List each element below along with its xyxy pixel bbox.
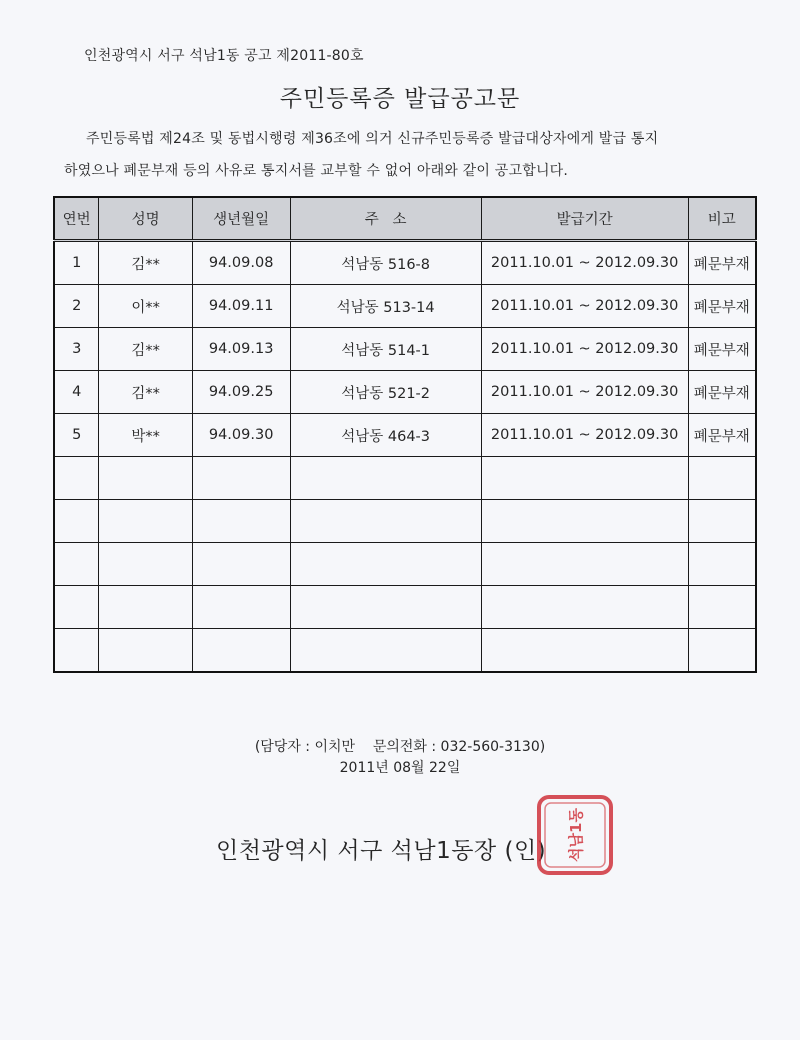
cell-serial: 4 — [54, 371, 99, 414]
header-serial: 연번 — [54, 197, 99, 241]
cell-name: 이** — [99, 285, 192, 328]
table-body — [54, 241, 756, 673]
cell-remarks — [688, 457, 756, 500]
notice-number: 인천광역시 서구 석남1동 공고 제2011-80호 — [84, 48, 364, 64]
cell-issue-period — [481, 586, 688, 629]
table-row — [54, 457, 756, 500]
contact-line: (담당자 : 이치만 문의전화 : 032-560-3130) — [254, 739, 546, 755]
cell-remarks: 폐문부재 — [688, 371, 756, 414]
cell-serial: 1 — [54, 241, 99, 285]
cell-serial — [54, 629, 99, 673]
cell-address: 석남동 513-14 — [290, 285, 481, 328]
issue-date: 2011년 08월 22일 — [339, 760, 461, 776]
cell-serial — [54, 543, 99, 586]
table-row — [54, 285, 756, 328]
intro-line-1: 주민등록법 제24조 및 동법시행령 제36조에 의거 신규주민등록증 발급대상자에게 발급 통지 — [86, 131, 659, 147]
table-row — [54, 414, 756, 457]
header-name: 성명 — [99, 197, 192, 241]
cell-serial: 2 — [54, 285, 99, 328]
cell-issue-period: 2011.10.01 ~ 2012.09.30 — [481, 241, 688, 285]
seal-text: 석남1동 — [567, 808, 585, 862]
cell-issue-period — [481, 543, 688, 586]
cell-remarks: 폐문부재 — [688, 285, 756, 328]
table-row — [54, 586, 756, 629]
table-header-row — [54, 197, 756, 241]
cell-remarks — [688, 500, 756, 543]
header-address: 주 소 — [290, 197, 481, 241]
table-row — [54, 629, 756, 673]
cell-issue-period: 2011.10.01 ~ 2012.09.30 — [481, 285, 688, 328]
cell-address: 석남동 516-8 — [290, 241, 481, 285]
cell-serial: 3 — [54, 328, 99, 371]
cell-remarks: 폐문부재 — [688, 241, 756, 285]
header-remarks: 비고 — [688, 197, 756, 241]
cell-address: 석남동 514-1 — [290, 328, 481, 371]
cell-address — [290, 500, 481, 543]
official-seal — [536, 794, 614, 876]
cell-issue-period — [481, 629, 688, 673]
cell-birthdate — [192, 500, 290, 543]
cell-name: 박** — [99, 414, 192, 457]
cell-birthdate: 94.09.30 — [192, 414, 290, 457]
seal-mark: (인) — [504, 838, 547, 864]
issuer-line — [216, 832, 546, 865]
cell-issue-period — [481, 457, 688, 500]
cell-serial — [54, 586, 99, 629]
table-row — [54, 500, 756, 543]
header-birthdate: 생년월일 — [192, 197, 290, 241]
cell-birthdate: 94.09.25 — [192, 371, 290, 414]
cell-name — [99, 500, 192, 543]
cell-address — [290, 543, 481, 586]
cell-address — [290, 457, 481, 500]
cell-birthdate — [192, 586, 290, 629]
cell-name: 김** — [99, 328, 192, 371]
cell-birthdate: 94.09.11 — [192, 285, 290, 328]
table-row — [54, 543, 756, 586]
cell-issue-period: 2011.10.01 ~ 2012.09.30 — [481, 414, 688, 457]
cell-birthdate: 94.09.08 — [192, 241, 290, 285]
cell-remarks: 폐문부재 — [688, 414, 756, 457]
cell-issue-period — [481, 500, 688, 543]
cell-address: 석남동 521-2 — [290, 371, 481, 414]
cell-birthdate — [192, 457, 290, 500]
header-issue-period: 발급기간 — [481, 197, 688, 241]
contact-info — [0, 737, 800, 779]
cell-address — [290, 629, 481, 673]
cell-birthdate — [192, 629, 290, 673]
table-row — [54, 328, 756, 371]
cell-serial — [54, 457, 99, 500]
cell-serial: 5 — [54, 414, 99, 457]
page-title: 주민등록증 발급공고문 — [279, 86, 521, 112]
recipients-table — [53, 196, 757, 673]
table-row — [54, 241, 756, 285]
intro-line-2: 하였으나 폐문부재 등의 사유로 통지서를 교부할 수 없어 아래와 같이 공고합니다. — [64, 163, 569, 179]
cell-birthdate — [192, 543, 290, 586]
cell-remarks — [688, 543, 756, 586]
cell-address — [290, 586, 481, 629]
cell-remarks: 폐문부재 — [688, 328, 756, 371]
cell-remarks — [688, 629, 756, 673]
table-row — [54, 371, 756, 414]
cell-birthdate: 94.09.13 — [192, 328, 290, 371]
cell-name: 김** — [99, 371, 192, 414]
cell-name: 김** — [99, 241, 192, 285]
intro-paragraph — [64, 123, 764, 187]
cell-name — [99, 586, 192, 629]
cell-issue-period: 2011.10.01 ~ 2012.09.30 — [481, 328, 688, 371]
cell-address: 석남동 464-3 — [290, 414, 481, 457]
cell-issue-period: 2011.10.01 ~ 2012.09.30 — [481, 371, 688, 414]
cell-name — [99, 629, 192, 673]
cell-name — [99, 457, 192, 500]
cell-serial — [54, 500, 99, 543]
cell-remarks — [688, 586, 756, 629]
cell-name — [99, 543, 192, 586]
issuer-name: 인천광역시 서구 석남1동장 — [216, 838, 497, 864]
